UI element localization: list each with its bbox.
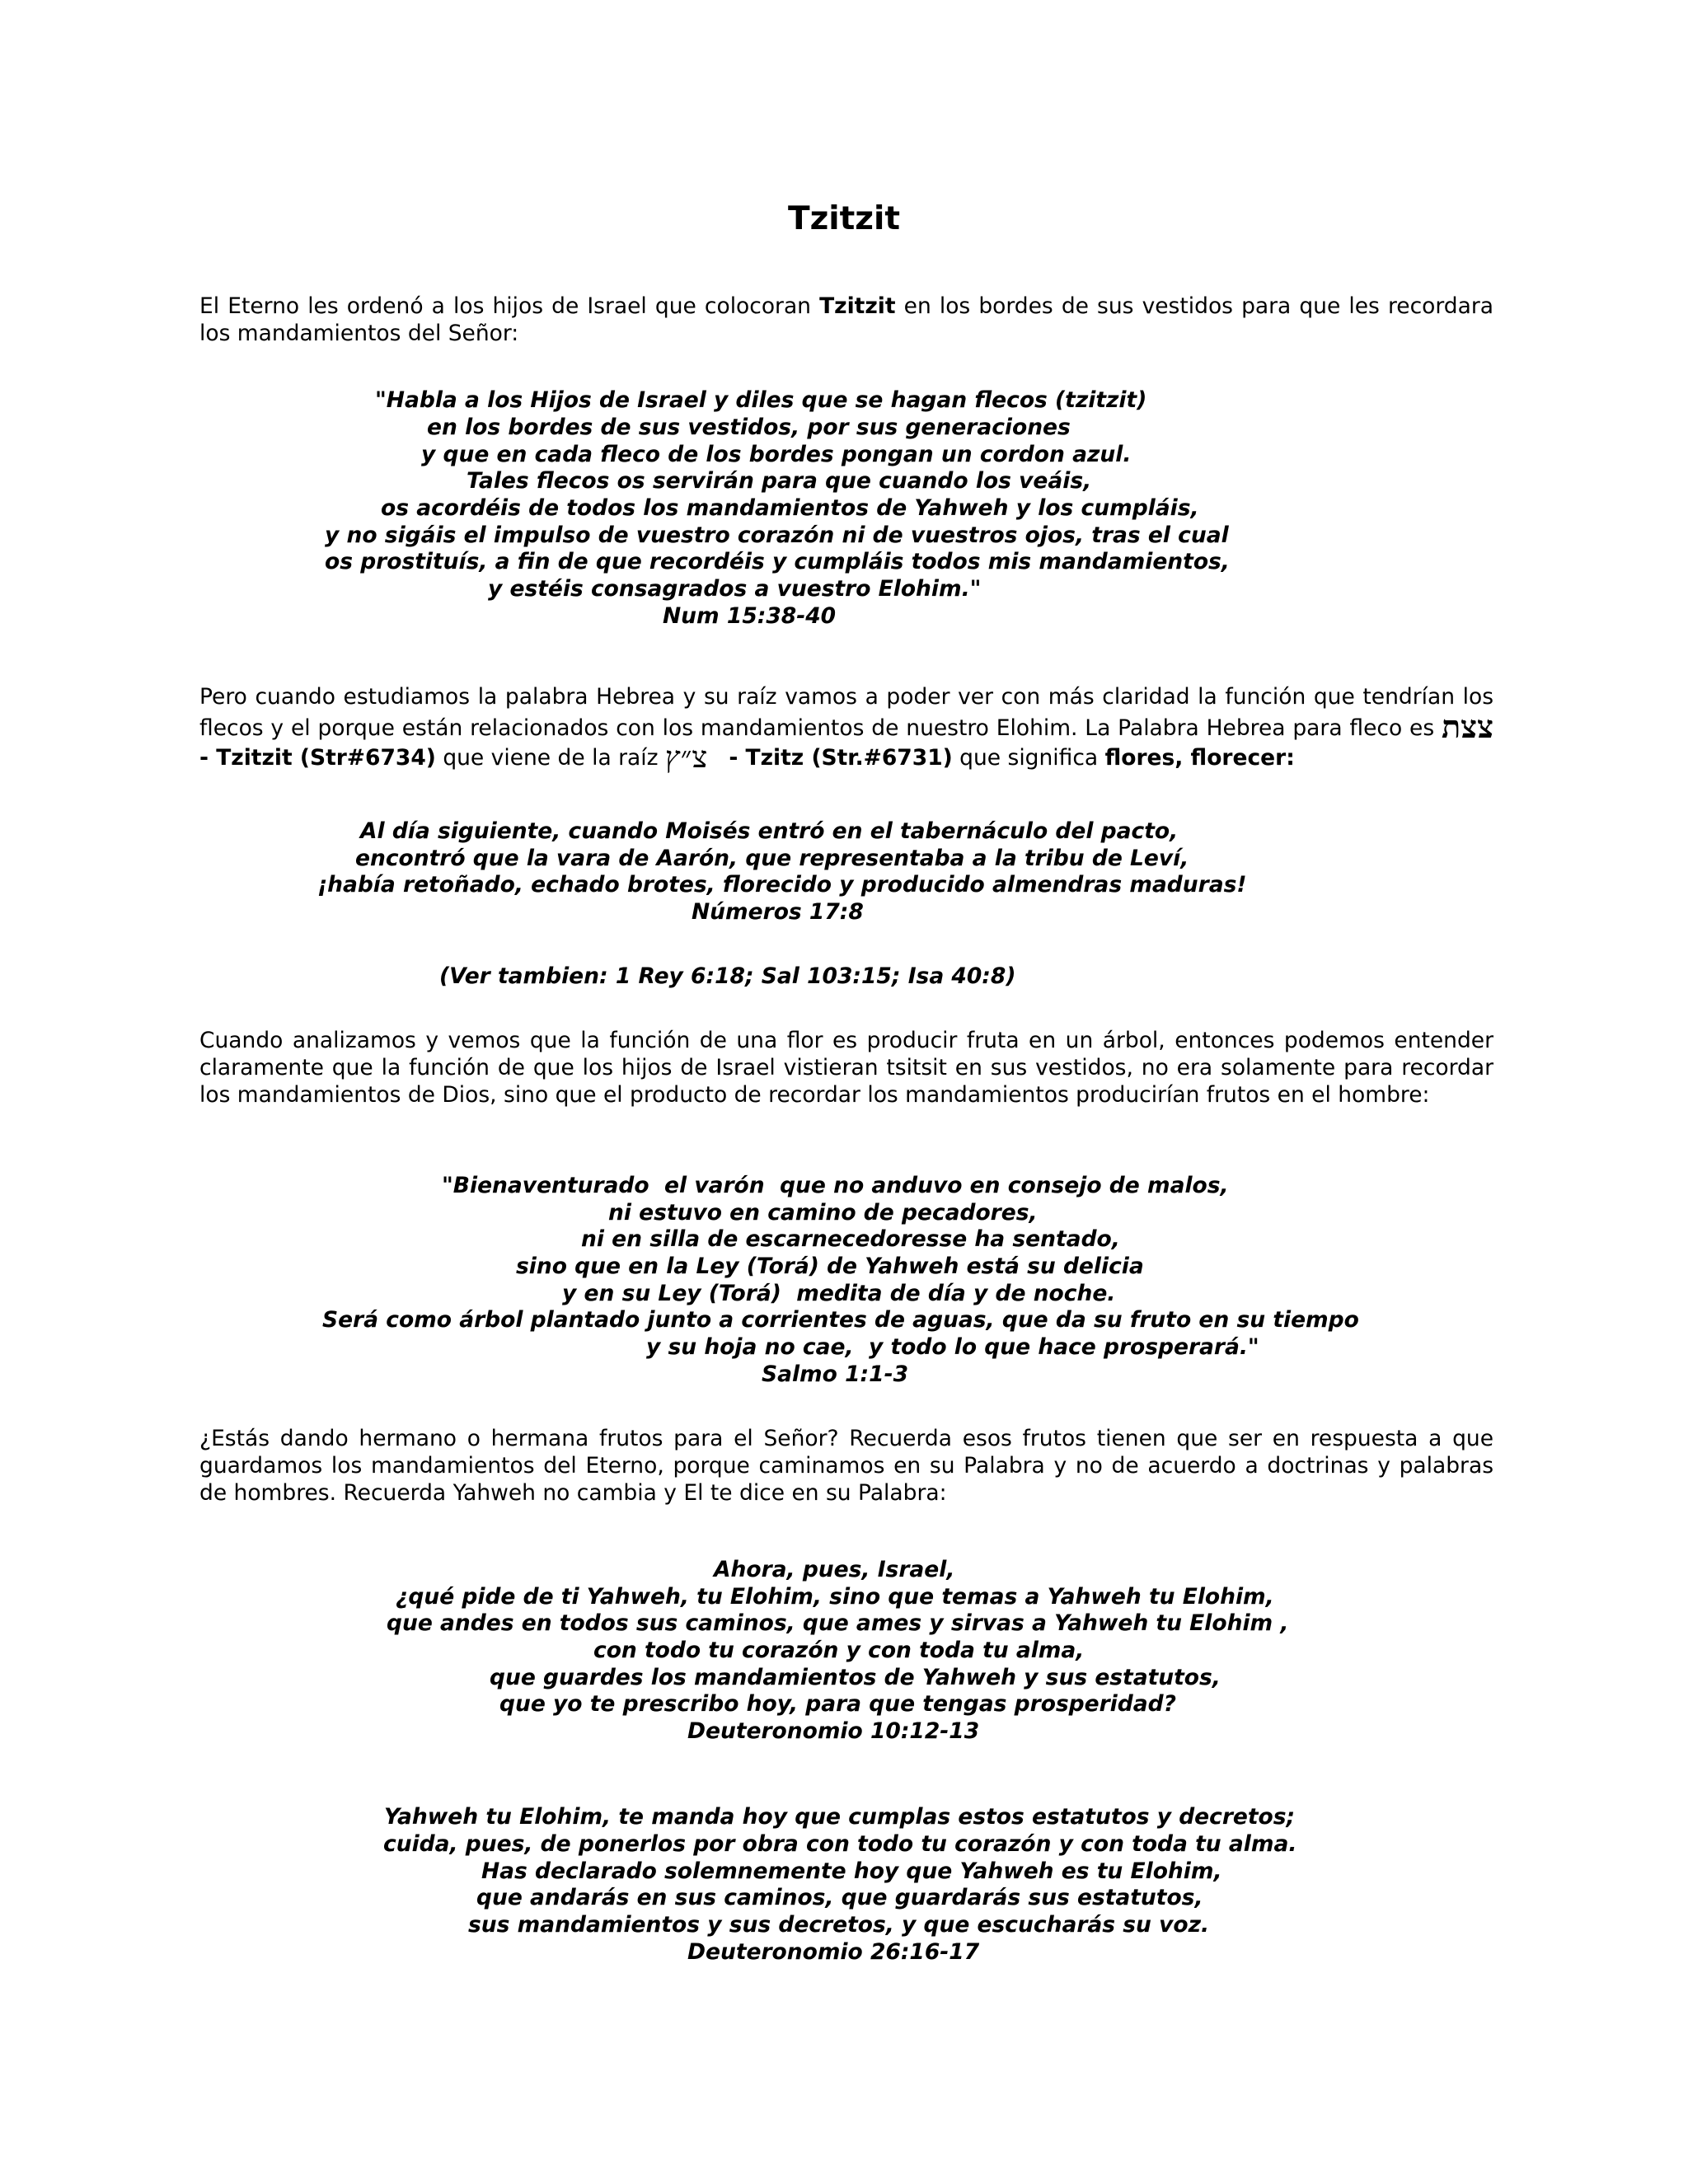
hebrew-word-tzitzit: צצת (1442, 708, 1493, 745)
strong-number-tzitz: - Tzitz (Str.#6731) (721, 745, 953, 771)
quote-line: Ahora, pues, Israel, (714, 1557, 955, 1582)
quote-line: Al día siguiente, cuando Moisés entró en el tabernáculo del pacto, (360, 818, 1179, 844)
paragraph-text: Pero cuando estudiamos la palabra Hebrea y su raíz vamos a poder ver con más claridad la función que tendrían los flecos y el porque están relacionados con los mandamientos de nuestro Elohim. La Palabra Hebrea para fleco es (199, 684, 1493, 741)
quote-line: y que en cada fleco de los bordes pongan un cordon azul. (421, 442, 1132, 467)
intro-text-2: en los bordes de sus vestidos para que les recordara los mandamientos del Señor: (199, 293, 1493, 346)
quote-line: que yo te prescribo hoy, para que tengas prosperidad? (499, 1691, 1176, 1717)
quote-line: sus mandamientos y sus decretos, y que escucharás su voz. (468, 1912, 1210, 1938)
quote-line: "Bienaventurado el varón que no anduvo en consejo de malos, (442, 1173, 1229, 1198)
exhortation-paragraph: ¿Estás dando hermano o hermana frutos para el Señor? Recuerda esos frutos tienen que ser en respuesta a que guardamos los mandamientos del Eterno, porque caminamos en su Palabra y no de acuerdo a doctrinas y palabras de hombres. Recuerda Yahweh no cambia y El te dice en su Palabra: (199, 1426, 1493, 1506)
quote-reference: Deuteronomio 10:12-13 (687, 1718, 980, 1744)
quote-line: que andarás en sus caminos, que guardarás sus estatutos, (476, 1885, 1203, 1910)
quote-reference: Salmo 1:1-3 (762, 1361, 909, 1387)
quote-line: ¡había retoñado, echado brotes, florecido y producido almendras maduras! (317, 872, 1247, 898)
quote-line: y en su Ley (Torá) medita de día y de noche. (562, 1281, 1116, 1306)
meaning-bold: flores, florecer: (1104, 745, 1295, 771)
page-title: Tzitzit (787, 200, 901, 237)
quote-line: y su hoja no cae, y todo lo que hace prosperará." (646, 1334, 1259, 1360)
quote-line: Yahweh tu Elohim, te manda hoy que cumplas estos estatutos y decretos; (384, 1804, 1296, 1830)
paragraph-text: que viene de la raíz (435, 745, 665, 771)
quote-line: cuida, pues, de ponerlos por obra con todo tu corazón y con toda tu alma. (383, 1831, 1297, 1857)
intro-bold-term: Tzitzit (819, 293, 896, 319)
hebrew-root-paragraph (199, 683, 1493, 775)
paragraph-text: que significa (952, 745, 1105, 771)
quote-line: os prostituís, a fin de que recordéis y cumpláis todos mis mandamientos, (325, 549, 1230, 574)
hebrew-word-tzitz: צ״ץ (664, 741, 708, 775)
strong-number-tzitzit: - Tzitzit (Str#6734) (199, 745, 436, 771)
quote-reference: Números 17:8 (692, 899, 864, 925)
quote-line: "Habla a los Hijos de Israel y diles que se hagan flecos (tzitzit) (375, 387, 1147, 413)
quote-line: os acordéis de todos los mandamientos de Yahweh y los cumpláis, (381, 495, 1199, 521)
quote-line: en los bordes de sus vestidos, por sus generaciones (427, 415, 1071, 440)
quote-line: Tales flecos os servirán para que cuando los veáis, (467, 468, 1092, 494)
quote-line: sino que en la Ley (Torá) de Yahweh está su delicia (516, 1254, 1144, 1279)
quote-line: encontró que la vara de Aarón, que representaba a la tribu de Leví, (355, 846, 1189, 871)
quote-line: ni estuvo en camino de pecadores, (608, 1200, 1038, 1226)
intro-paragraph (199, 293, 1493, 347)
quote-line: Será como árbol plantado junto a corrientes de aguas, que da su fruto en su tiempo (322, 1307, 1359, 1333)
flower-fruit-paragraph: Cuando analizamos y vemos que la función de una flor es producir fruta en un árbol, entonces podemos entender claramente que la función de que los hijos de Israel vistieran tsitsit en sus vestidos, no era solamente para recordar los mandamientos de Dios, sino que el producto de recordar los mandamientos producirían frutos en el hombre: (199, 1028, 1493, 1108)
intro-text-1: El Eterno les ordenó a los hijos de Israel que colocoran (199, 293, 820, 319)
see-also-references: (Ver tambien: 1 Rey 6:18; Sal 103:15; Isa 40:8) (439, 963, 1016, 989)
quote-line: ni en silla de escarnecedoresse ha sentado, (581, 1226, 1120, 1252)
quote-reference: Num 15:38-40 (663, 603, 837, 629)
quote-line: y no sigáis el impulso de vuestro corazón ni de vuestros ojos, tras el cual (325, 523, 1229, 548)
quote-reference: Deuteronomio 26:16-17 (687, 1939, 980, 1965)
quote-line: Has declarado solemnemente hoy que Yahweh es tu Elohim, (481, 1858, 1222, 1884)
quote-line: ¿qué pide de ti Yahweh, tu Elohim, sino que temas a Yahweh tu Elohim, (396, 1584, 1274, 1610)
quote-line: y estéis consagrados a vuestro Elohim." (488, 576, 982, 602)
quote-line: que andes en todos sus caminos, que ames y sirvas a Yahweh tu Elohim , (387, 1610, 1289, 1636)
quote-line: con todo tu corazón y con toda tu alma, (593, 1638, 1085, 1663)
quote-line: que guardes los mandamientos de Yahweh y sus estatutos, (490, 1665, 1221, 1690)
